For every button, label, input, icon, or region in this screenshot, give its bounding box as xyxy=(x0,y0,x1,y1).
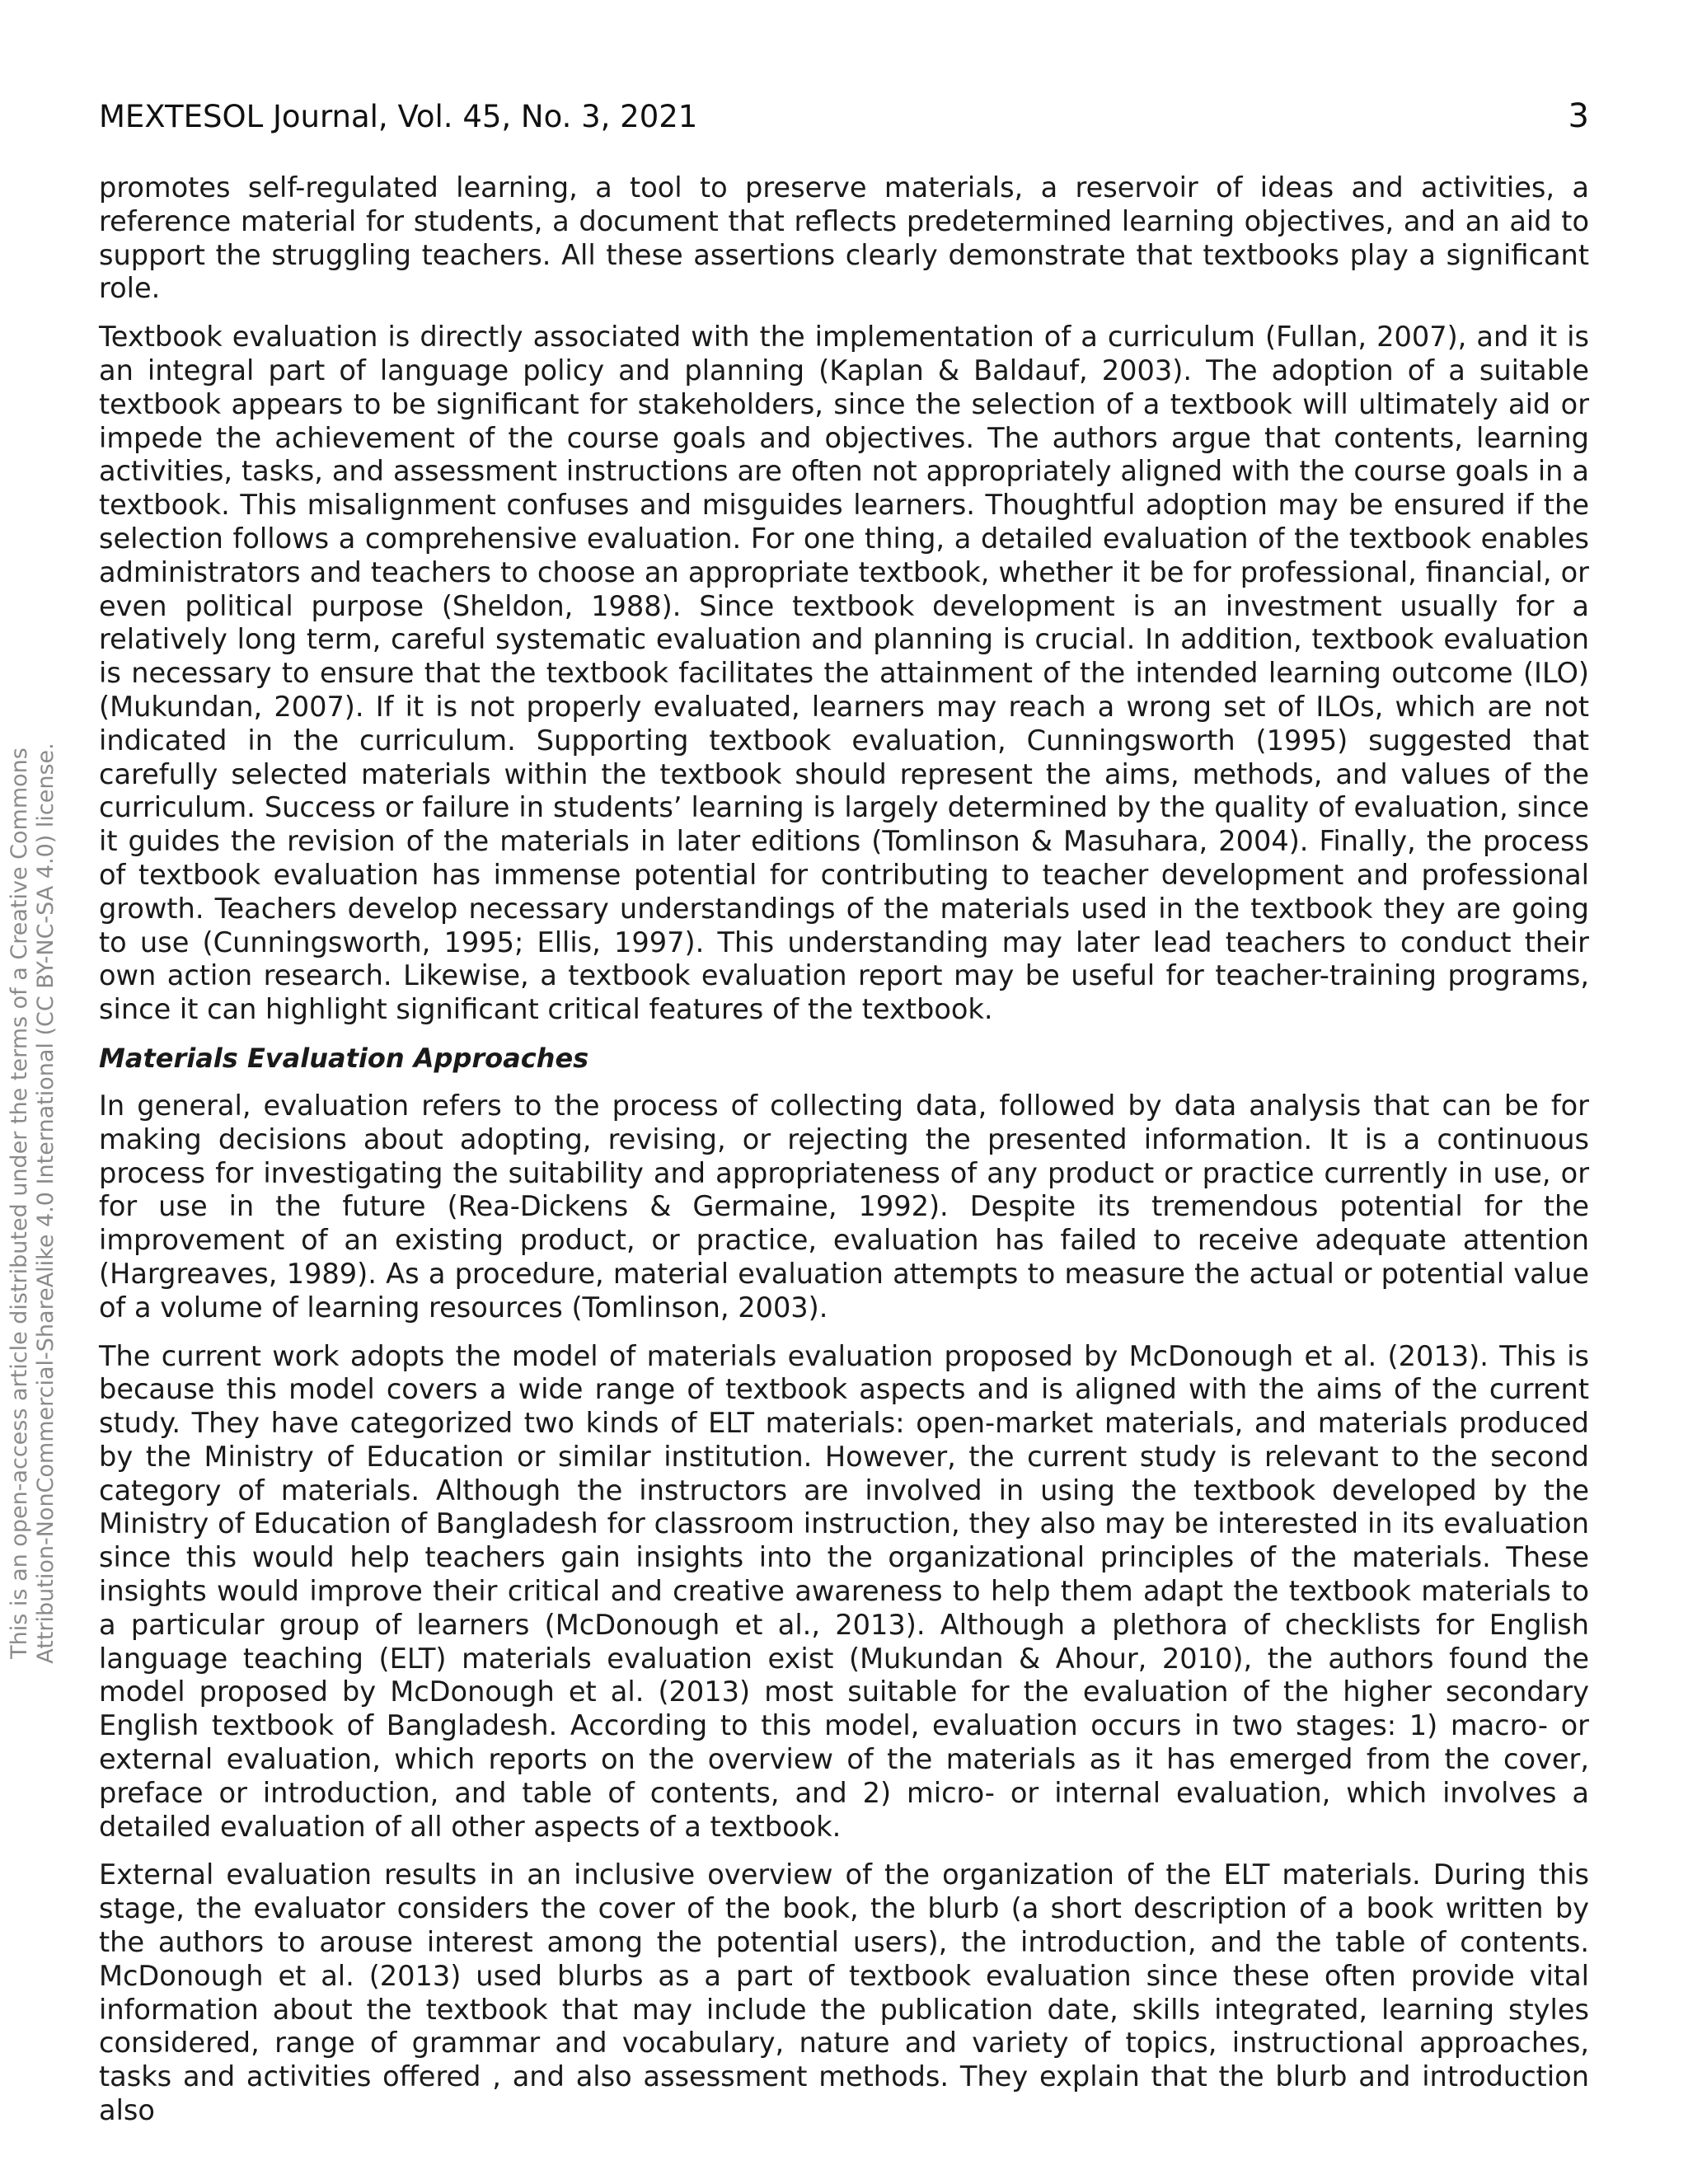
paragraph-5: External evaluation results in an inclusive overview of the organization of the ELT materials. During this stage, the evaluator considers the cover of the book, the blurb (a short description of a book written by the authors to arouse interest among the potential users), the introduction, and the table of contents. McDonough et al. (2013) used blurbs as a part of textbook evaluation since these often provide vital information about the textbook that may include the publication date, skills integrated, learning styles considered, range of grammar and vocabulary, nature and variety of topics, instructional approaches, tasks and activities offered , and also assessment methods. They explain that the blurb and introduction also xyxy=(99,1858,1589,2127)
running-header xyxy=(99,97,1589,135)
section-heading: Materials Evaluation Approaches xyxy=(99,1042,589,1074)
paragraph-4: The current work adopts the model of materials evaluation proposed by McDonough et al. (2013). This is because this model covers a wide range of textbook aspects and is aligned with the aims of the current study. They have categorized two kinds of ELT materials: open-market materials, and materials produced by the Ministry of Education or similar institution. However, the current study is relevant to the second category of materials. Although the instructors are involved in using the textbook developed by the Ministry of Education of Bangladesh for classroom instruction, they also may be interested in its evaluation since this would help teachers gain insights into the organizational principles of the materials. These insights would improve their critical and creative awareness to help them adapt the textbook materials to a particular group of learners (McDonough et al., 2013). Although a plethora of checklists for English language teaching (ELT) materials evaluation exist (Mukundan & Ahour, 2010), the authors found the model proposed by McDonough et al. (2013) most suitable for the evaluation of the higher secondary English textbook of Bangladesh. According to this model, evaluation occurs in two stages: 1) macro- or external evaluation, which reports on the overview of the materials as it has emerged from the cover, preface or introduction, and table of contents, and 2) micro- or internal evaluation, which involves a detailed evaluation of all other aspects of a textbook. xyxy=(99,1339,1589,1843)
license-line-1: This is an open-access article distributed under the terms of a Creative Commons xyxy=(7,748,32,1659)
license-sidenote xyxy=(7,742,59,1665)
paragraph-1: promotes self-regulated learning, a tool to preserve materials, a reservoir of ideas and activities, a reference material for students, a document that reflects predetermined learning objectives, and an aid to support the struggling teachers. All these assertions clearly demonstrate that textbooks play a significant role. xyxy=(99,171,1589,305)
journal-citation: MEXTESOL Journal, Vol. 45, No. 3, 2021 xyxy=(99,99,698,134)
license-line-2: Attribution-NonCommercial-ShareAlike 4.0 International (CC BY-NC-SA 4.0) license. xyxy=(33,743,59,1664)
page-number: 3 xyxy=(1568,97,1589,135)
article-body xyxy=(99,171,1589,2143)
paragraph-2: Textbook evaluation is directly associated with the implementation of a curriculum (Fullan, 2007), and it is an integral part of language policy and planning (Kaplan & Baldauf, 2003). The adoption of a suitable textbook appears to be significant for stakeholders, since the selection of a textbook will ultimately aid or impede the achievement of the course goals and objectives. The authors argue that contents, learning activities, tasks, and assessment instructions are often not appropriately aligned with the course goals in a textbook. This misalignment confuses and misguides learners. Thoughtful adoption may be ensured if the selection follows a comprehensive evaluation. For one thing, a detailed evaluation of the textbook enables administrators and teachers to choose an appropriate textbook, whether it be for professional, financial, or even political purpose (Sheldon, 1988). Since textbook development is an investment usually for a relatively long term, careful systematic evaluation and planning is crucial. In addition, textbook evaluation is necessary to ensure that the textbook facilitates the attainment of the intended learning outcome (ILO) (Mukundan, 2007). If it is not properly evaluated, learners may reach a wrong set of ILOs, which are not indicated in the curriculum. Supporting textbook evaluation, Cunningsworth (1995) suggested that carefully selected materials within the textbook should represent the aims, methods, and values of the curriculum. Success or failure in students’ learning is largely determined by the quality of evaluation, since it guides the revision of the materials in later editions (Tomlinson & Masuhara, 2004). Finally, the process of textbook evaluation has immense potential for contributing to teacher development and professional growth. Teachers develop necessary understandings of the materials used in the textbook they are going to use (Cunningsworth, 1995; Ellis, 1997). This understanding may later lead teachers to conduct their own action research. Likewise, a textbook evaluation report may be useful for teacher-training programs, since it can highlight significant critical features of the textbook. xyxy=(99,321,1589,1026)
paragraph-3: In general, evaluation refers to the process of collecting data, followed by data analysis that can be for making decisions about adopting, revising, or rejecting the presented information. It is a continuous process for investigating the suitability and appropriateness of any product or practice currently in use, or for use in the future (Rea-Dickens & Germaine, 1992). Despite its tremendous potential for the improvement of an existing product, or practice, evaluation has failed to receive adequate attention (Hargreaves, 1989). As a procedure, material evaluation attempts to measure the actual or potential value of a volume of learning resources (Tomlinson, 2003). xyxy=(99,1089,1589,1324)
